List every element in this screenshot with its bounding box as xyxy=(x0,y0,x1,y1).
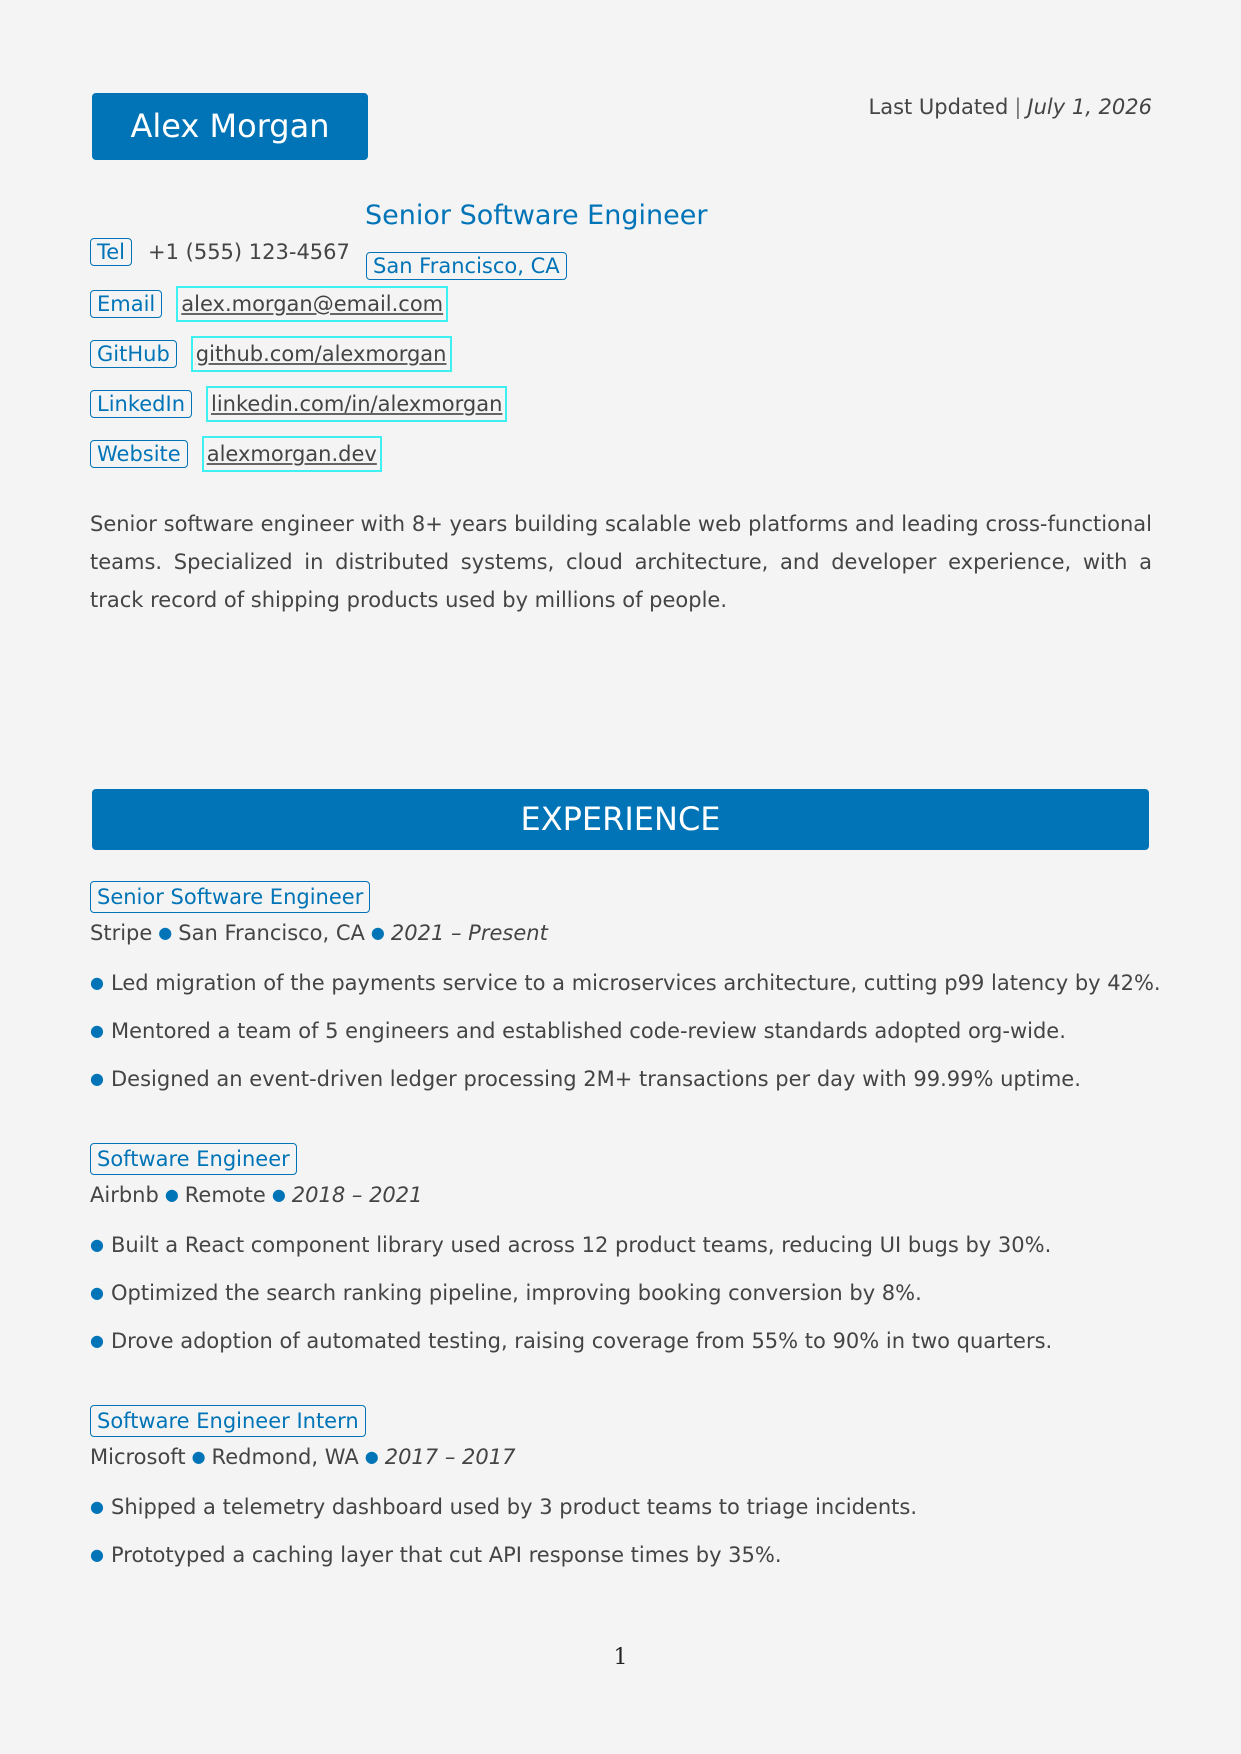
bullet-dot-icon: ● xyxy=(191,1447,206,1466)
company: Stripe xyxy=(90,921,153,945)
job-meta xyxy=(90,1181,1170,1209)
bullet-dot-icon: ● xyxy=(158,923,173,942)
contact-label-website: Website xyxy=(90,440,188,468)
bullet-text: Shipped a telemetry dashboard used by 3 product teams to triage incidents. xyxy=(111,1495,917,1519)
bullet-dot-icon: ● xyxy=(370,923,385,942)
contact-label-email: Email xyxy=(90,290,162,318)
bullet-text: Led migration of the payments service to a microservices architecture, cutting p99 latency by 42%. xyxy=(111,971,1161,995)
bullet-dot-icon: ● xyxy=(90,1497,104,1516)
bullet-dot-icon: ● xyxy=(164,1185,179,1204)
job-title-headline: Senior Software Engineer xyxy=(365,200,708,231)
list-item xyxy=(90,1493,1170,1521)
contact-row-website xyxy=(90,436,382,472)
summary-paragraph: Senior software engineer with 8+ years building scalable web platforms and leading cross-functional teams. Specialized in distributed systems, cloud architecture, and developer experience, with a track record of shipping products used by millions of people. xyxy=(90,512,1152,612)
bullet-text: Designed an event-driven ledger processing 2M+ transactions per day with 99.99% uptime. xyxy=(111,1067,1081,1091)
job-title: Software Engineer xyxy=(90,1143,297,1175)
bullet-text: Built a React component library used across 12 product teams, reducing UI bugs by 30%. xyxy=(111,1233,1052,1257)
last-updated-label: Last Updated xyxy=(868,95,1009,119)
job-bullets xyxy=(90,1231,1170,1355)
last-updated-date: July 1, 2026 xyxy=(1027,95,1152,119)
phone-number: +1 (555) 123-4567 xyxy=(148,240,350,264)
bullet-dot-icon: ● xyxy=(90,1069,104,1088)
job-dates: 2017 – 2017 xyxy=(384,1445,516,1469)
bullet-text: Prototyped a caching layer that cut API response times by 35%. xyxy=(111,1543,782,1567)
list-item xyxy=(90,1541,1170,1569)
location-badge: San Francisco, CA xyxy=(366,252,567,280)
contact-row-tel xyxy=(90,238,350,266)
page-number: 1 xyxy=(613,1645,628,1670)
job-location: San Francisco, CA xyxy=(178,921,365,945)
job-entry xyxy=(90,1405,1170,1589)
github-link[interactable]: github.com/alexmorgan xyxy=(191,336,452,372)
bullet-dot-icon: ● xyxy=(90,1331,104,1350)
job-entry xyxy=(90,881,1170,1113)
email-link[interactable]: alex.morgan@email.com xyxy=(176,286,448,322)
company: Microsoft xyxy=(90,1445,186,1469)
list-item xyxy=(90,1065,1170,1093)
contact-label-github: GitHub xyxy=(90,340,177,368)
list-item xyxy=(90,1279,1170,1307)
list-item xyxy=(90,1327,1170,1355)
bullet-dot-icon: ● xyxy=(90,1545,104,1564)
contact-label-tel: Tel xyxy=(90,238,132,266)
job-dates: 2021 – Present xyxy=(390,921,548,945)
bullet-text: Mentored a team of 5 engineers and established code-review standards adopted org-wide. xyxy=(111,1019,1066,1043)
name-banner: Alex Morgan xyxy=(92,93,368,160)
experience-section-heading: EXPERIENCE xyxy=(92,789,1149,850)
job-meta xyxy=(90,919,1170,947)
bullet-dot-icon: ● xyxy=(364,1447,379,1466)
company: Airbnb xyxy=(90,1183,159,1207)
job-title: Senior Software Engineer xyxy=(90,881,370,913)
linkedin-link[interactable]: linkedin.com/in/alexmorgan xyxy=(206,386,507,422)
bullet-dot-icon: ● xyxy=(90,1283,104,1302)
job-location: Remote xyxy=(184,1183,266,1207)
job-bullets xyxy=(90,969,1170,1093)
job-bullets xyxy=(90,1493,1170,1569)
contact-label-linkedin: LinkedIn xyxy=(90,390,192,418)
list-item xyxy=(90,1231,1170,1259)
job-location: Redmond, WA xyxy=(211,1445,359,1469)
job-entry xyxy=(90,1143,1170,1375)
list-item xyxy=(90,969,1170,997)
bullet-text: Drove adoption of automated testing, raising coverage from 55% to 90% in two quarters. xyxy=(111,1329,1053,1353)
contact-row-github xyxy=(90,336,452,372)
contact-row-linkedin xyxy=(90,386,507,422)
last-updated xyxy=(869,95,1153,119)
job-dates: 2018 – 2021 xyxy=(291,1183,423,1207)
last-updated-separator: | xyxy=(1014,95,1022,119)
bullet-dot-icon: ● xyxy=(90,1021,104,1040)
bullet-dot-icon: ● xyxy=(90,1235,104,1254)
website-link[interactable]: alexmorgan.dev xyxy=(202,436,382,472)
job-title: Software Engineer Intern xyxy=(90,1405,366,1437)
bullet-text: Optimized the search ranking pipeline, improving booking conversion by 8%. xyxy=(111,1281,922,1305)
list-item xyxy=(90,1017,1170,1045)
bullet-dot-icon: ● xyxy=(90,973,104,992)
bullet-dot-icon: ● xyxy=(271,1185,286,1204)
job-meta xyxy=(90,1443,1170,1471)
contact-row-email xyxy=(90,286,448,322)
